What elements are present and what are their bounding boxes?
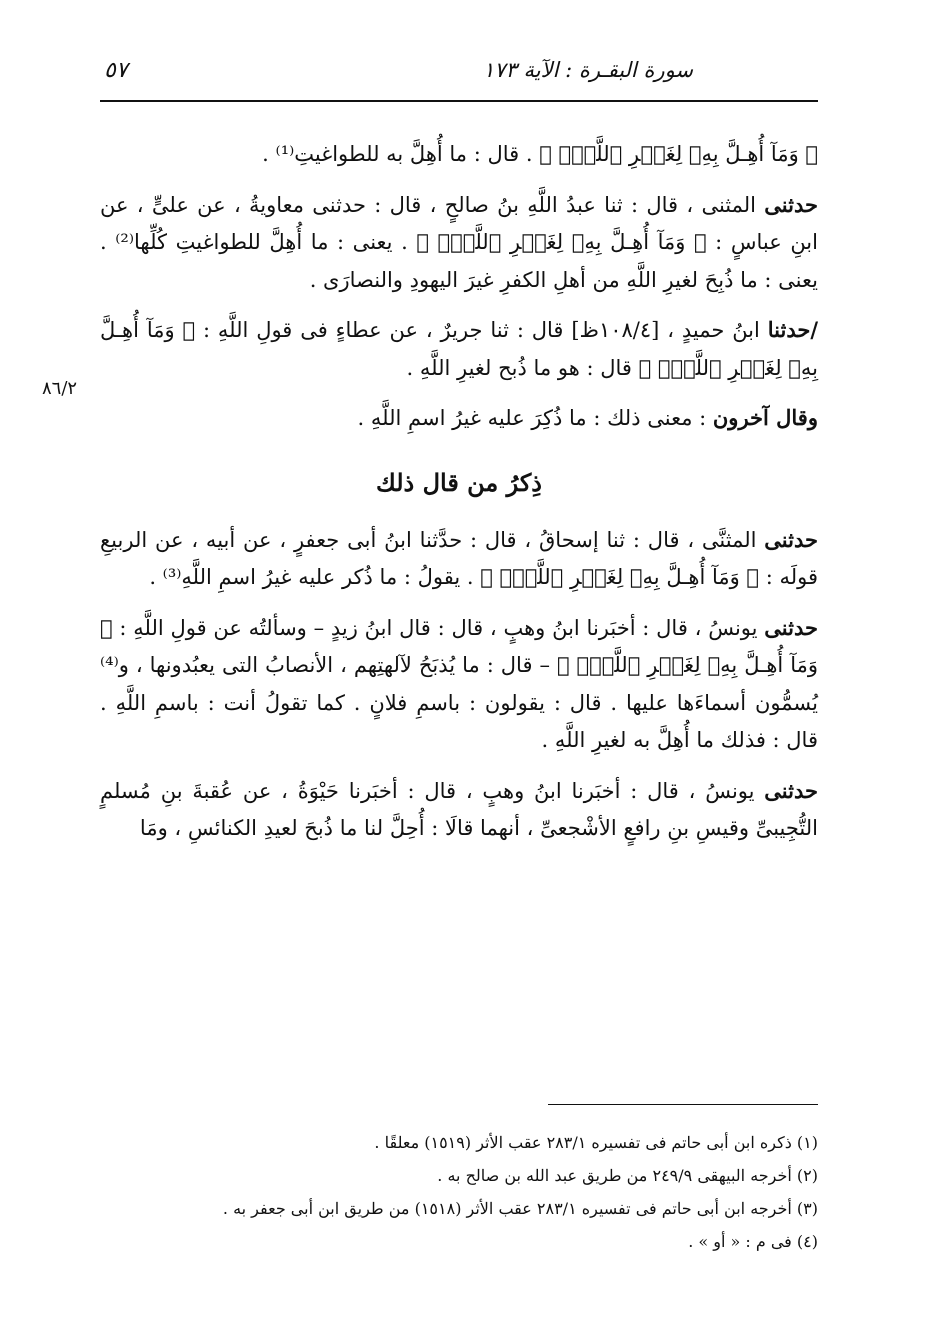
paragraph: [100, 772, 818, 848]
paragraph-lead: حدثنى: [764, 526, 818, 552]
paragraph: [100, 135, 818, 174]
running-title: سورة البقـرة : الآية ١٧٣: [482, 58, 694, 82]
paragraph: [100, 399, 818, 438]
paragraph-text: : معنى ذلك : ما ذُكِرَ عليه غيرُ اسمِ اللَّهِ .: [357, 406, 713, 430]
paragraph-text: المثنى ، قال : ثنا عبدُ اللَّهِ بنُ صالحٍ ، قال : حدثنى معاويةُ ، عن علىٍّ ، عن ابنِ عباسٍ : ﴿ وَمَآ أُهِـلَّ بِهِۦ لِغَيۡرِ ٱللَّهِۖ ﴾ . يعنى : ما أُهِلَّ للطواغيتِ كُلِّها⁽²⁾ . يعنى : ما ذُبِحَ لغيرِ اللَّهِ من أهلِ الكفرِ غيرَ اليهودِ والنصارَى .: [100, 192, 818, 292]
paragraph-lead: حدثنى: [764, 777, 818, 803]
main-text: [100, 135, 818, 860]
section-heading: ذِكرُ من قال ذلك: [376, 467, 542, 497]
paragraph-text: ابنُ حميدٍ ، [١٠٨/٤ظ] قال : ثنا جريرٌ ، عن عطاءٍ فى قولِ اللَّهِ : ﴿ وَمَآ أُهِـلَّ بِهِۦ لِغَيۡرِ ٱللَّهِۖ ﴾ قال : هو ما ذُبح لغيرِ اللَّهِ .: [100, 318, 818, 380]
paragraph-lead: وقال آخرون: [712, 405, 818, 430]
paragraph-lead: حدثنى: [764, 191, 818, 217]
margin-reference: ٨٦/٢: [42, 378, 78, 399]
page-header: [100, 58, 818, 94]
footnote: (٤) فى م : « أو » .: [688, 1232, 818, 1251]
page-number: ٥٧: [104, 58, 128, 83]
header-rule: [100, 100, 818, 102]
footnote: (٣) أخرجه ابن أبى حاتم فى تفسيره ٢٨٣/١ عقب الأثر (١٥١٨) من طريق ابن أبى جعفر به .: [222, 1199, 818, 1218]
paragraph: [100, 311, 818, 387]
paragraph: [100, 186, 818, 300]
paragraph-text: ﴿ وَمَآ أُهِـلَّ بِهِۦ لِغَيۡرِ ٱللَّهِۖ ﴾ . قال : ما أُهِلَّ به للطواغيتِ⁽¹⁾ .: [262, 142, 818, 166]
paragraph-text: المثنَّى ، قال : ثنا إسحاقُ ، قال : حدَّثنا ابنُ أبى جعفرٍ ، عن أبيه ، عن الربيعِ قولَه : ﴿ وَمَآ أُهِـلَّ بِهِۦ لِغَيۡرِ ٱللَّهِۖ ﴾ . يقولُ : ما ذُكر عليه غيرُ اسمِ اللَّهِ⁽³⁾ .: [100, 527, 818, 589]
footnote: (٢) أخرجه البيهقى ٢٤٩/٩ من طريق عبد الله بن صالح به .: [437, 1166, 818, 1185]
paragraph-text: يونسُ ، قال : أخبَرنا ابنُ وهبٍ ، قال : أخبَرنا حَيْوَةُ ، عن عُقبةَ بنِ مُسلمٍ التُّجِيبىِّ وقيسِ بنِ رافعٍ الأشْجعىِّ ، أنهما قالَا : أُحِلَّ لنا ما ذُبحَ لعيدِ الكنائسِ ، ومَا: [100, 778, 818, 840]
footnote-rule: [548, 1104, 818, 1105]
footnote: (١) ذكره ابن أبى حاتم فى تفسيره ٢٨٣/١ عقب الأثر (١٥١٩) معلقًا .: [374, 1133, 818, 1152]
paragraph: [100, 609, 818, 760]
footnotes: [100, 1126, 818, 1258]
paragraph: [100, 521, 818, 597]
paragraph-lead: /حدثنا: [767, 317, 818, 342]
paragraph-text: يونسُ ، قال : أخبَرنا ابنُ وهبٍ ، قال : قال ابنُ زيدٍ – وسألتُه عن قولِ اللَّهِ : ﴿ وَمَآ أُهِـلَّ بِهِۦ لِغَيۡرِ ٱللَّهِۖ ﴾ – قال : ما يُذبَحُ لآلهتِهم ، الأنصابُ التى يعبُدونها ، و⁽⁴⁾ يُسمُّون أسماءَها عليها . قال : يقولون : باسمِ فلانٍ . كما تقولُ أنت : باسمِ اللَّهِ . قال : فذلك ما أُهِلَّ به لغيرِ اللَّهِ .: [100, 615, 818, 752]
paragraph-lead: حدثنى: [764, 614, 818, 640]
